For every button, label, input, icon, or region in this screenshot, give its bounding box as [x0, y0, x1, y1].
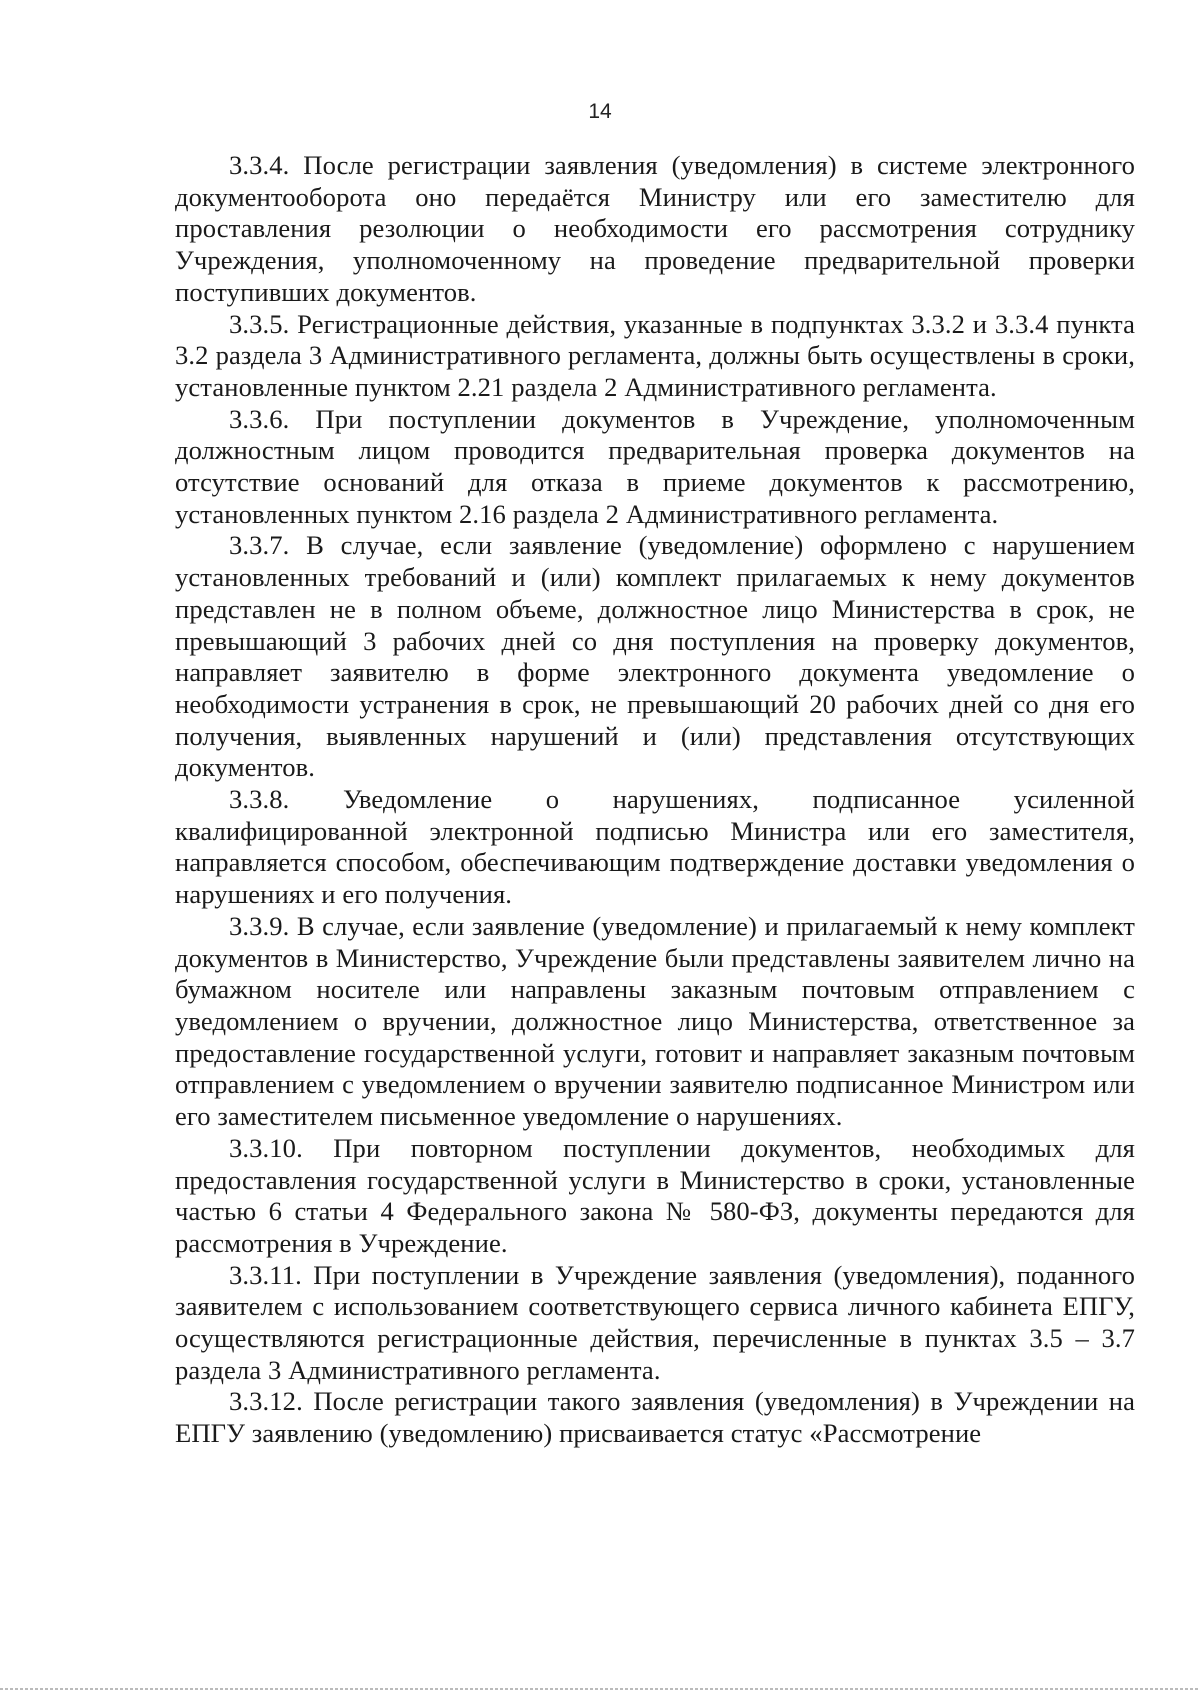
paragraph-3-3-5: 3.3.5. Регистрационные действия, указанные в подпунктах 3.3.2 и 3.3.4 пункта 3.2 раздела 3 Административного регламента, должны быть осуществлены в сроки, установленные пунктом 2.21 раздела 2 Административного регламента. — [175, 308, 1135, 402]
page-number: 14 — [588, 100, 612, 123]
paragraph-3-3-12: 3.3.12. После регистрации такого заявления (уведомления) в Учреждении на ЕПГУ заявлению (уведомлению) присваивается статус «Рассмотрение — [175, 1386, 1135, 1449]
paragraph-3-3-11: 3.3.11. При поступлении в Учреждение заявления (уведомления), поданного заявителем с использованием соответствующего сервиса личного кабинета ЕПГУ, осуществляются регистрационные действия, перечисленные в пунктах 3.5 – 3.7 раздела 3 Административного регламента. — [175, 1259, 1135, 1385]
paragraph-3-3-9: 3.3.9. В случае, если заявление (уведомление) и прилагаемый к нему комплект документов в Министерство, Учреждение были представлены заявителем лично на бумажном носителе или направлены заказным почтовым отправлением с уведомлением о вручении, должностное лицо Министерства, ответственное за предоставление государственной услуги, готовит и направляет заказным почтовым отправлением с уведомлением о вручении заявителю подписанное Министром или его заместителем письменное уведомление о нарушениях. — [175, 910, 1135, 1132]
paragraph-3-3-7: 3.3.7. В случае, если заявление (уведомление) оформлено с нарушением установленных требований и (или) комплект прилагаемых к нему документов представлен не в полном объеме, должностное лицо Министерства в срок, не превышающий 3 рабочих дней со дня поступления на проверку документов, направляет заявителю в форме электронного документа уведомление о необходимости устранения в срок, не превышающий 20 рабочих дней со дня его получения, выявленных нарушений и (или) представления отсутствующих документов. — [175, 530, 1135, 783]
document-body — [175, 150, 1135, 1450]
scan-edge-line — [0, 1688, 1200, 1690]
paragraph-3-3-8: 3.3.8. Уведомление о нарушениях, подписанное усиленной квалифицированной электронной подписью Министра или его заместителя, направляется способом, обеспечивающим подтверждение доставки уведомления о нарушениях и его получения. — [175, 784, 1135, 910]
paragraph-3-3-10: 3.3.10. При повторном поступлении документов, необходимых для предоставления государственной услуги в Министерство в сроки, установленные частью 6 статьи 4 Федерального закона № 580-ФЗ, документы передаются для рассмотрения в Учреждение. — [175, 1132, 1135, 1258]
paragraph-3-3-4: 3.3.4. После регистрации заявления (уведомления) в системе электронного документооборота оно передаётся Министру или его заместителю для проставления резолюции о необходимости его рассмотрения сотруднику Учреждения, уполномоченному на проведение предварительной проверки поступивших документов. — [175, 150, 1135, 307]
paragraph-3-3-6: 3.3.6. При поступлении документов в Учреждение, уполномоченным должностным лицом проводится предварительная проверка документов на отсутствие оснований для отказа в приеме документов к рассмотрению, установленных пунктом 2.16 раздела 2 Административного регламента. — [175, 403, 1135, 529]
